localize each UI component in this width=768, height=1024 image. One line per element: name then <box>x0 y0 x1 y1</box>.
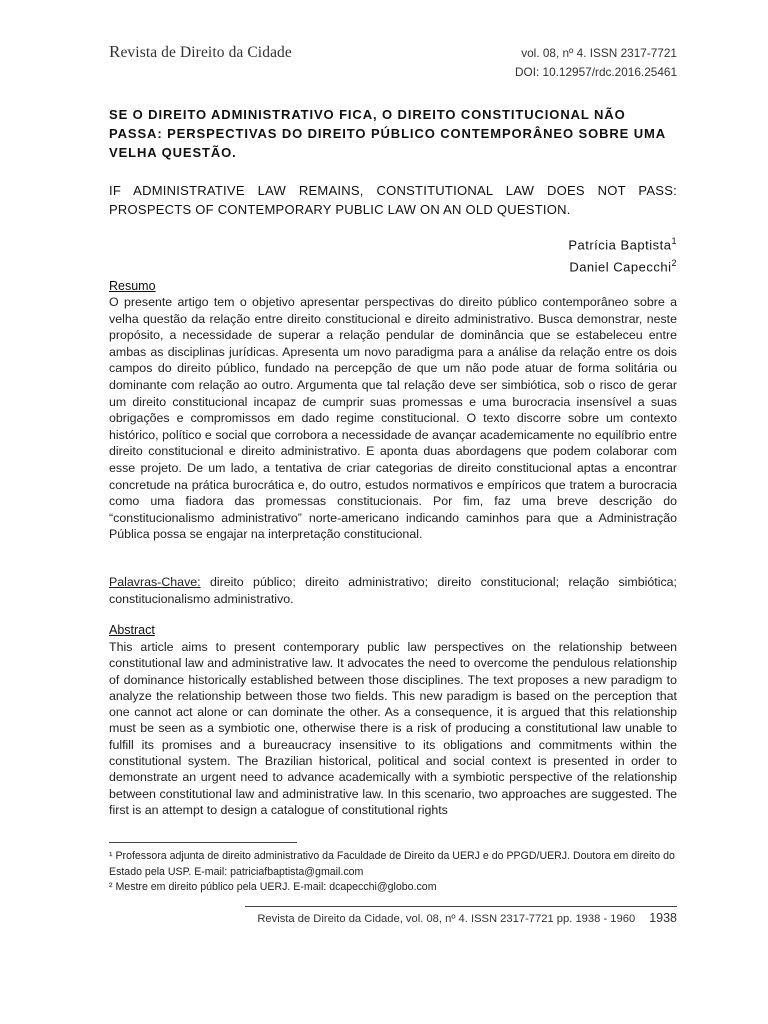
footnote-marker: 2 <box>671 258 677 269</box>
title-portuguese: SE O DIREITO ADMINISTRATIVO FICA, O DIREITO CONSTITUCIONAL NÃO PASSA: PERSPECTIVAS DO DIREITO PÚBLICO CONTEMPORÂNEO SOBRE UMA VELHA QUESTÃO. <box>109 107 666 160</box>
footnote-2: ² Mestre em direito público pela UERJ. E-mail: dcapecchi@globo.com <box>109 881 437 893</box>
footnote-divider <box>109 842 297 843</box>
footnote-1: ¹ Professora adjunta de direito administrativo da Faculdade de Direito da UERJ e do PPGD/UERJ. Doutora em direito do Estado pela USP. E-mail: patriciafbaptista@gmail.com <box>109 850 675 878</box>
keywords-label: Palavras-Chave: <box>109 575 201 589</box>
volume-issn: vol. 08, nº 4. ISSN 2317-7721 <box>521 46 677 60</box>
page-footer <box>177 911 677 925</box>
footnote-marker: 1 <box>671 236 677 246</box>
title-english <box>109 181 677 219</box>
header-citation <box>377 44 677 82</box>
page-number: 1938 <box>649 911 677 925</box>
footnotes <box>109 849 677 896</box>
author-1 <box>377 232 677 254</box>
author-list <box>377 232 677 277</box>
keywords-text: direito público; direito administrativo; direito constitucional; relação simbiótica; constitucionalismo administrativo. <box>109 575 677 606</box>
footer-citation: Revista de Direito da Cidade, vol. 08, nº 4. ISSN 2317-7721 pp. 1938 - 1960 <box>257 913 636 925</box>
author-name: Patrícia Baptista <box>568 237 672 253</box>
abstract-text: This article aims to present contemporary public law perspectives on the relationship between constitutional law and administrative law. It advocates the need to overcome the pendulous relationship of dominance historically established between those disciplines. The text proposes a new paradigm to analyze the relationship between those two fields. This new paradigm is based on the perception that one cannot act alone or can dominate the other. As a consequence, it is argued that this relationship must be seen as a symbiotic one, otherwise there is a risk of producing a constitutional law unable to fulfill its promises and a bureaucracy insensitive to its obligations and commitments within the constitutional system. The Brazilian historical, political and social context is presented in order to demonstrate an urgent need to advance academically with a symbiotic perspective of the relationship between constitutional law and administrative law. In this scenario, two approaches are suggested. The first is an attempt to design a catalogue of constitutional rights <box>109 640 677 817</box>
abstract-heading: Abstract <box>109 623 155 637</box>
resumo-heading: Resumo <box>109 279 156 293</box>
journal-name <box>109 42 292 62</box>
author-2 <box>377 254 677 276</box>
journal-name-rest: evista de Direito da Cidade <box>120 44 292 61</box>
footer-divider <box>245 906 677 907</box>
doi: DOI: 10.12957/rdc.2016.25461 <box>515 65 677 79</box>
journal-initial: R <box>109 42 121 61</box>
keywords-pt <box>109 574 677 607</box>
title-english-line-1: IF ADMINISTRATIVE LAW REMAINS, CONSTITUTIONAL LAW DOES NOT PASS: <box>109 183 677 198</box>
title-english-line-2: PROSPECTS OF CONTEMPORARY PUBLIC LAW ON AN OLD QUESTION. <box>109 202 571 217</box>
author-name: Daniel Capecchi <box>569 259 672 275</box>
resumo-text: O presente artigo tem o objetivo apresentar perspectivas do direito público contemporâneo sobre a velha questão da relação entre direito constitucional e direito administrativo. Busca demonstrar, neste propósito, a necessidade de superar a relação pendular de dominância que se estabeleceu entre ambas as disciplinas jurídicas. Apresenta um novo paradigma para a análise da relação entre os dois campos do direito público, fundado na percepção de que um não pode atuar de forma solitária ou dominante com relação ao outro. Argumenta que tal relação deve ser simbiótica, sob o risco de gerar um direito constitucional incapaz de cumprir suas promessas e uma burocracia insensível a suas obrigações e compromissos em dado regime constitucional. O texto discorre sobre um contexto histórico, político e social que corrobora a necessidade de avançar academicamente no equilíbrio entre direito constitucional e direito administrativo. E aponta duas abordagens que podem colaborar com esse projeto. De um lado, a tentativa de criar categorias de direito constitucional aptas a encontrar concretude na prática burocrática e, do outro, estudos normativos e empíricos que tratem a burocracia como uma fiadora das promessas constitucionais. Por fim, faz uma breve descrição do “constitucionalismo administrativo” norte-americano indicando caminhos para que a Administração Pública possa se engajar na interpretação constitucional. <box>109 295 677 542</box>
